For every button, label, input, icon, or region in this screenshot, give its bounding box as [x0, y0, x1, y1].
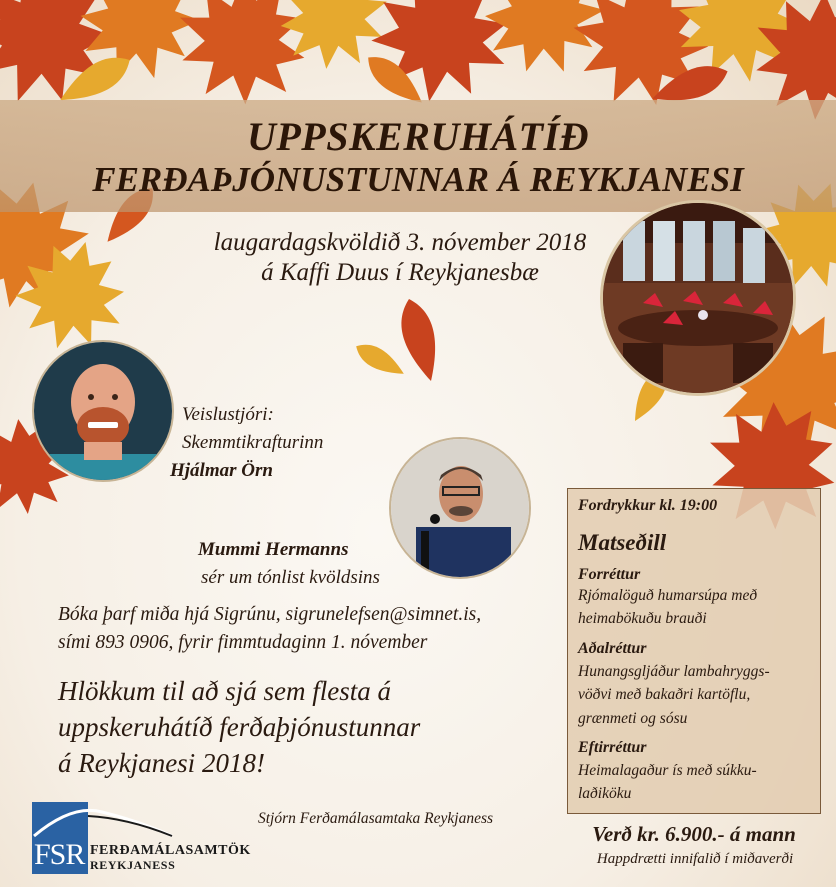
booking-info-line2: sími 893 0906, fyrir fimmtudaginn 1. nóvember — [58, 632, 428, 653]
starter-text-line2: heimabökuðu brauði — [578, 610, 707, 627]
page-title: UPPSKERUHÁTÍÐ — [246, 114, 590, 159]
event-date: laugardagskvöldið 3. nóvember 2018 — [213, 229, 587, 256]
aperitif-time: Fordrykkur kl. 19:00 — [578, 497, 718, 514]
venue-photo — [600, 200, 796, 396]
starter-heading: Forréttur — [578, 566, 641, 583]
event-venue: á Kaffi Duus í Reykjanesbæ — [261, 259, 539, 286]
main-course-text-line2: vöðvi með bakaðri kartöflu, — [578, 686, 751, 703]
ticket-price: Verð kr. 6.900.- á mann — [592, 822, 796, 846]
logo-text-line2: REYKJANESS — [90, 858, 176, 872]
starter-text-line1: Rjómalöguð humarsúpa með — [578, 587, 758, 604]
musician-avatar — [389, 437, 531, 579]
booking-info-line1: Bóka þarf miða hjá Sigrúnu, sigrunelefsen@simnet.is, — [58, 604, 482, 625]
dessert-text-line2: laðiköku — [578, 785, 632, 802]
fsr-logo — [32, 802, 251, 874]
headline-line1: Hlökkum til að sjá sem flesta á — [58, 676, 391, 706]
dessert-text-line1: Heimalagaður ís með súkku- — [578, 762, 757, 779]
host-role-label: Veislustjóri: — [182, 404, 274, 425]
host-subtitle: Skemmtikrafturinn — [182, 432, 324, 453]
musician-role: sér um tónlist kvöldsins — [201, 567, 380, 588]
musician-name: Mummi Hermanns — [198, 539, 349, 560]
logo-text-line1: FERÐAMÁLASAMTÖK — [90, 843, 251, 858]
headline-line3: á Reykjanesi 2018! — [58, 748, 265, 778]
lottery-note: Happdrætti innifalið í miðaverði — [596, 851, 794, 867]
menu-title: Matseðill — [578, 530, 667, 555]
autumn-leaf-icon — [351, 295, 446, 385]
main-course-text-line3: grænmeti og sósu — [578, 710, 688, 727]
main-course-text-line1: Hunangsgljáður lambahryggs- — [578, 663, 770, 680]
host-name: Hjálmar Örn — [170, 460, 273, 481]
host-avatar — [32, 340, 174, 482]
headline-line2: uppskeruhátíð ferðaþjónustunnar — [58, 712, 421, 742]
logo-abbreviation: FSR — [34, 838, 85, 871]
page-subtitle: FERÐAÞJÓNUSTUNNAR Á REYKJANESI — [92, 160, 744, 199]
main-course-heading: Aðalréttur — [578, 640, 647, 657]
dessert-heading: Eftirréttur — [578, 739, 647, 756]
board-signature: Stjórn Ferðamálasamtaka Reykjaness — [258, 810, 494, 827]
fsr-logo-mountain-icon — [32, 802, 242, 842]
